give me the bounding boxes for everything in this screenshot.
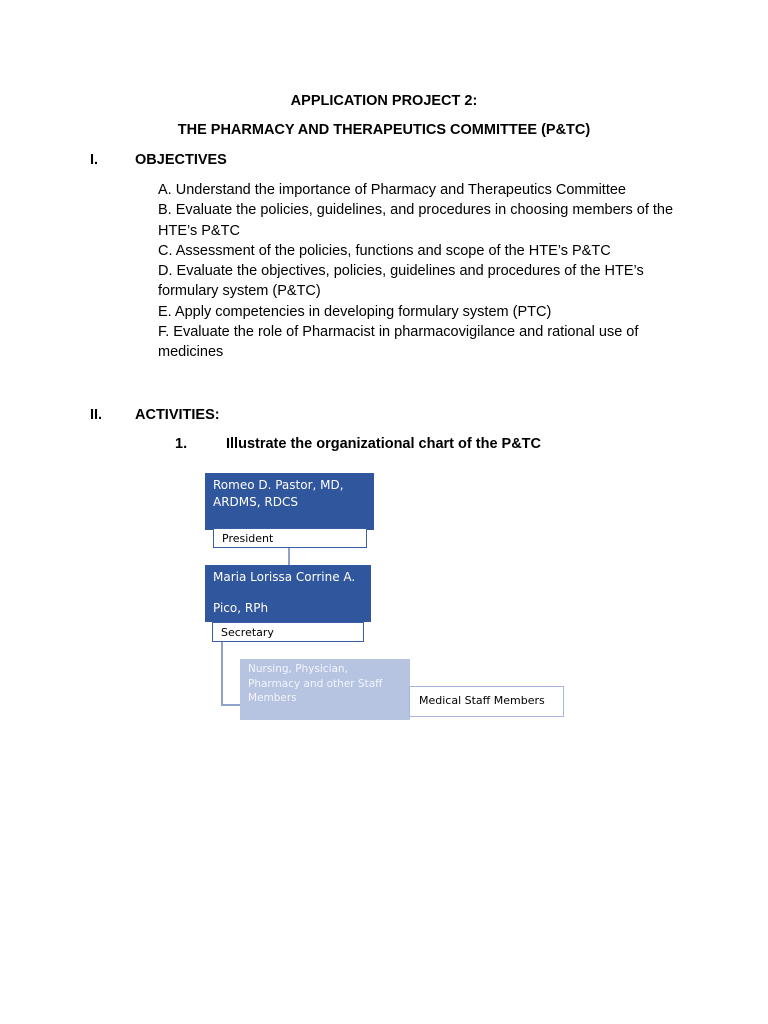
objective-item: D. Evaluate the objectives, policies, guidelines and procedures of the HTE’s formulary system (P&TC) — [158, 263, 644, 300]
secretary-title: Secretary — [221, 626, 274, 639]
secretary-name-box — [205, 565, 371, 622]
objective-item: B. Evaluate the policies, guidelines, and procedures in choosing members of the HTE’s P&TC — [158, 202, 674, 239]
activity-text: Illustrate the organizational chart of the P&TC — [226, 436, 542, 452]
section-title-activities: ACTIVITIES: — [135, 407, 220, 423]
document-title: APPLICATION PROJECT 2: — [290, 93, 478, 109]
connector-secretary-members-vertical — [221, 641, 223, 705]
president-name: Romeo D. Pastor, MD, ARDMS, RDCS — [213, 478, 344, 509]
president-name-box — [205, 473, 374, 530]
objective-item: C. Assessment of the policies, functions and scope of the HTE’s P&TC — [158, 242, 611, 259]
president-title-box — [213, 528, 367, 548]
section-number-objectives: I. — [90, 152, 99, 168]
secretary-name-line2: Pico, RPh — [213, 601, 269, 615]
section-title-objectives: OBJECTIVES — [135, 152, 227, 168]
secretary-name-line1: Maria Lorissa Corrine A. — [213, 570, 356, 584]
section-number-activities: II. — [90, 407, 103, 423]
objective-item: A. Understand the importance of Pharmacy and Therapeutics Committee — [158, 182, 626, 198]
president-title: President — [222, 532, 274, 545]
members-name-box — [240, 659, 410, 720]
activity-number: 1. — [175, 436, 188, 452]
objective-item: E. Apply competencies in developing formulary system (PTC) — [158, 303, 552, 320]
objective-item: F. Evaluate the role of Pharmacist in pharmacovigilance and rational use of medicines — [158, 324, 639, 361]
members-name: Nursing, Physician, Pharmacy and other Staff Members — [248, 663, 383, 704]
document-subtitle: THE PHARMACY AND THERAPEUTICS COMMITTEE (P&TC) — [177, 122, 591, 138]
connector-secretary-members-horizontal — [221, 704, 241, 706]
objectives-list — [158, 180, 678, 363]
secretary-title-box — [212, 622, 364, 642]
connector-president-secretary — [288, 547, 290, 566]
members-title-box — [409, 686, 564, 717]
members-title: Medical Staff Members — [419, 694, 545, 707]
